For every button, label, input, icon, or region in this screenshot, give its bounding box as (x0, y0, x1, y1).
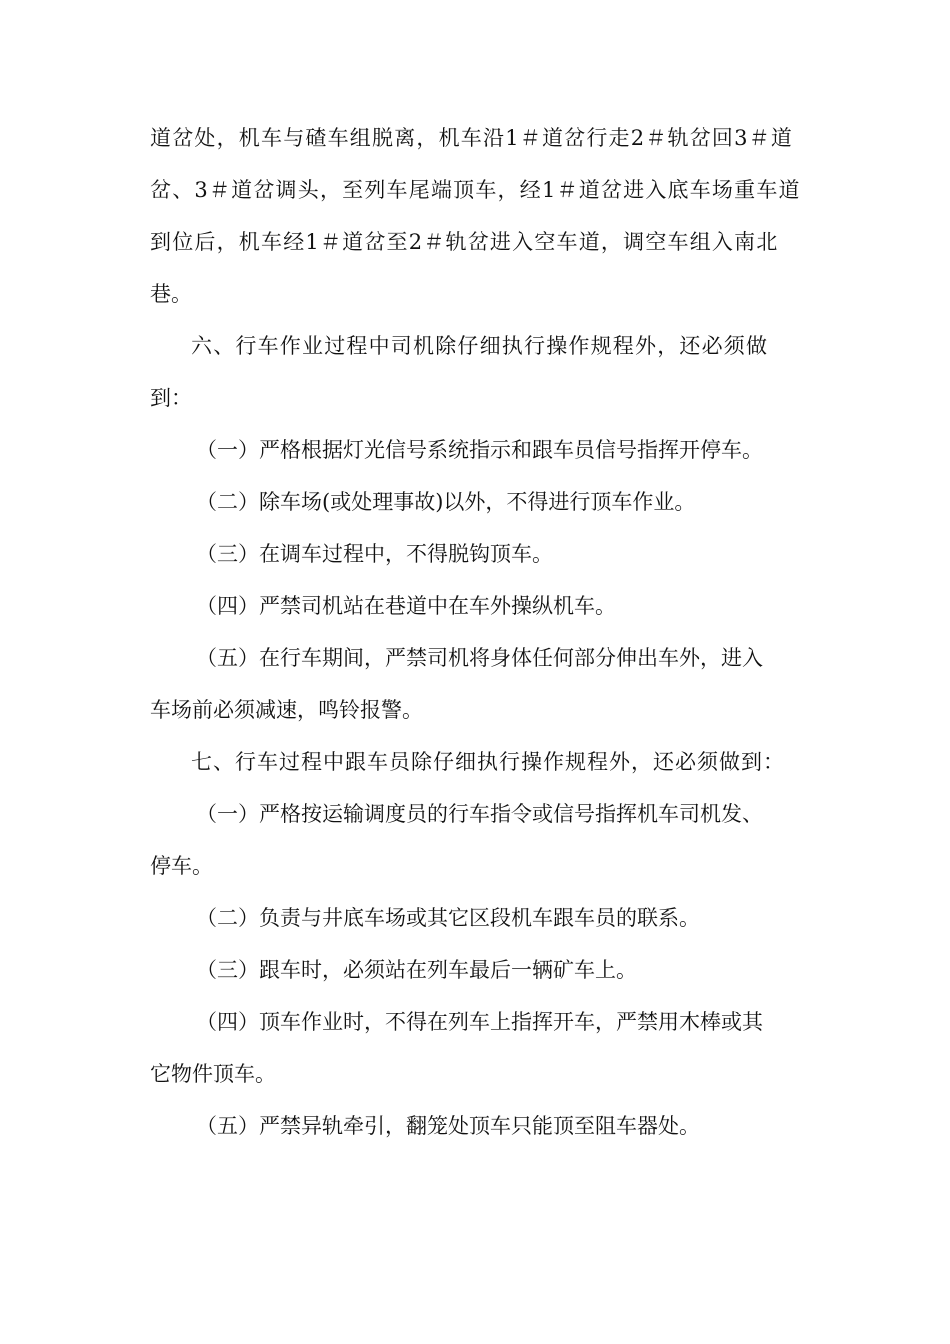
section-seven-item-5: （五）严禁异轨牵引，翻笼处顶车只能顶至阻车器处。 (196, 1114, 700, 1138)
section-seven-heading: 七、行车过程中跟车员除仔细执行操作规程外，还必须做到： (191, 750, 785, 774)
text-line-4: 巷。 (150, 282, 192, 306)
section-six-item-2: （二）除车场(或处理事故)以外，不得进行顶车作业。 (196, 490, 696, 514)
text-line-1: 道岔处，机车与碴车组脱离，机车沿1＃道岔行走2＃轨岔回3＃道 (150, 126, 794, 150)
text-line-6: 到： (150, 386, 192, 410)
section-six-item-4: （四）严禁司机站在巷道中在车外操纵机车。 (196, 594, 616, 618)
section-seven-item-4: （四）顶车作业时，不得在列车上指挥开车，严禁用木棒或其 (196, 1010, 763, 1034)
text-line-19: 它物件顶车。 (150, 1062, 276, 1086)
text-line-12: 车场前必须减速，鸣铃报警。 (150, 698, 423, 722)
section-six-item-5: （五）在行车期间，严禁司机将身体任何部分伸出车外，进入 (196, 646, 763, 670)
section-six-heading: 六、行车作业过程中司机除仔细执行操作规程外，还必须做 (191, 334, 769, 358)
section-seven-item-3: （三）跟车时，必须站在列车最后一辆矿车上。 (196, 958, 637, 982)
section-six-item-1: （一）严格根据灯光信号系统指示和跟车员信号指挥开停车。 (196, 438, 763, 462)
text-line-3: 到位后，机车经1＃道岔至2＃轨岔进入空车道，调空车组入南北 (150, 230, 779, 254)
section-seven-item-2: （二）负责与井底车场或其它区段机车跟车员的联系。 (196, 906, 700, 930)
text-line-15: 停车。 (150, 854, 213, 878)
section-six-item-3: （三）在调车过程中，不得脱钩顶车。 (196, 542, 553, 566)
text-line-2: 岔、3＃道岔调头，至列车尾端顶车，经1＃道岔进入底车场重车道 (150, 178, 801, 202)
section-seven-item-1: （一）严格按运输调度员的行车指令或信号指挥机车司机发、 (196, 802, 763, 826)
